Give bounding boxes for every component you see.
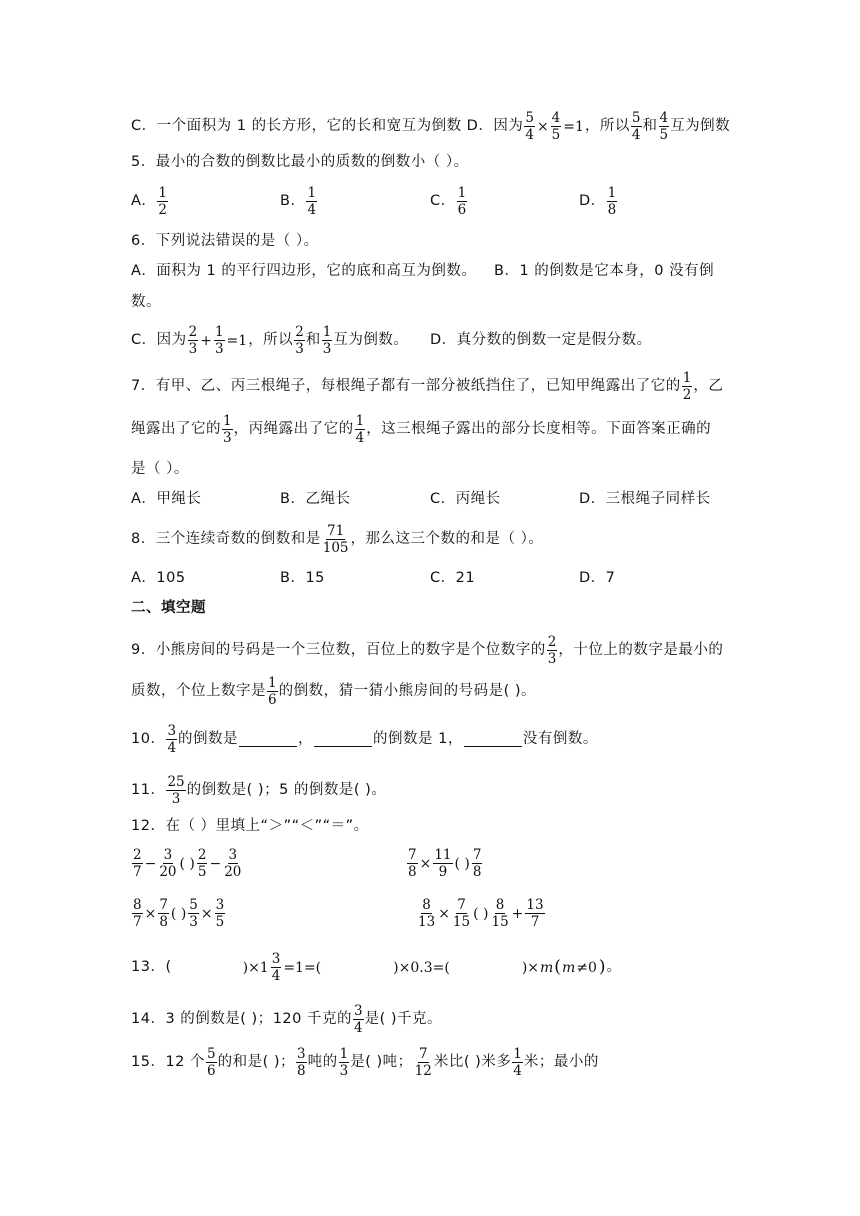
text-fragment: )×0.3=( [393, 959, 450, 976]
section-heading: 二、填空题 [131, 600, 206, 616]
text-fragment: × [200, 905, 213, 922]
fraction [296, 1047, 307, 1078]
fraction-denominator: 4 [525, 127, 534, 144]
fraction [132, 898, 143, 929]
q6-option-c[interactable] [131, 325, 408, 356]
text-fragment: ) [598, 957, 606, 978]
text-fragment: − [144, 855, 157, 872]
text-fragment: ，所以 [248, 332, 294, 349]
fraction-denominator: 4 [167, 740, 177, 757]
fraction-numerator: 7 [418, 1046, 428, 1062]
fraction [214, 325, 225, 356]
fraction-numerator: 5 [189, 897, 198, 913]
fraction-denominator: 15 [452, 914, 471, 931]
fraction [271, 952, 282, 983]
fraction-denominator: 3 [223, 430, 232, 447]
fraction-numerator: 1 [158, 185, 168, 201]
fraction-denominator: 4 [513, 1063, 522, 1080]
text-fragment: × [438, 905, 450, 922]
fraction-denominator: 20 [159, 864, 177, 881]
answer-blank[interactable] [239, 733, 297, 747]
text-fragment: ( ) [454, 855, 470, 872]
text-fragment: B． [280, 193, 306, 210]
text-fragment: 质数，个位上数字是 [131, 683, 266, 700]
fraction [512, 1047, 523, 1078]
fraction-denominator: 6 [457, 202, 467, 219]
text-fragment: ，这三根绳子露出的部分长度相等。下面答案正确的 [366, 421, 712, 438]
fraction [166, 724, 177, 755]
fraction [215, 898, 226, 929]
fraction-numerator: 3 [163, 847, 173, 863]
text-fragment: ( ) [170, 905, 187, 922]
fraction-numerator: 71 [327, 523, 345, 539]
text-fragment: ( ) [179, 855, 195, 872]
q6-option-b[interactable]: B．1 的倒数是它本身，0 没有倒 [494, 263, 715, 279]
fraction-numerator: 3 [354, 1003, 363, 1019]
fraction-numerator: 4 [551, 110, 561, 126]
text-fragment: 米；最小的 [523, 1054, 599, 1071]
fraction [322, 325, 333, 356]
fraction [682, 371, 693, 402]
q5-stem: 5．最小的合数的倒数比最小的质数的倒数小（ ）。 [131, 154, 469, 170]
text-fragment: ，丙绳露出了它的 [233, 421, 354, 438]
q4c-text-a: C．一个面积为 1 的长方形，它的长和宽互为倒数 D．因为 [131, 118, 524, 135]
q11 [131, 775, 386, 806]
fraction [433, 848, 452, 879]
fraction-numerator: 1 [513, 1046, 522, 1062]
fraction-numerator: 2 [133, 847, 142, 863]
fraction [322, 524, 350, 555]
text-fragment: 是( )千克。 [364, 1011, 443, 1028]
text-fragment: 没有倒数。 [522, 731, 598, 748]
fraction-numerator: 5 [525, 110, 534, 126]
fraction-denominator: 7 [530, 914, 540, 931]
q12-comparison-3[interactable] [131, 898, 226, 929]
fraction-denominator: 6 [268, 692, 277, 709]
fraction-denominator: 8 [159, 914, 168, 931]
fraction-numerator: 1 [322, 324, 332, 340]
q7-line-3: 是（ ）。 [131, 461, 189, 477]
fraction-numerator: 7 [159, 897, 168, 913]
fraction-denominator: 3 [189, 914, 198, 931]
fraction-numerator: 1 [223, 413, 232, 429]
fraction-denominator: 2 [682, 387, 692, 404]
fraction-numerator: 1 [214, 324, 224, 340]
text-fragment: 7．有甲、乙、丙三根绳子，每根绳子都有一部分被纸挡住了，已知甲绳露出了它的 [131, 378, 681, 395]
text-fragment: )× [521, 959, 540, 976]
q8-option-a[interactable]: A．105 [131, 570, 186, 586]
fraction [339, 1047, 350, 1078]
q8-option-d[interactable]: D．7 [579, 570, 616, 586]
fraction-denominator: 3 [322, 341, 332, 358]
q12-comparison-1[interactable] [131, 848, 243, 879]
q4c-text-c: 和 [642, 118, 658, 135]
fraction-denominator: 6 [207, 1063, 216, 1080]
fraction-numerator: 11 [434, 847, 452, 863]
text-fragment: 的和是( )； [217, 1054, 296, 1071]
text-fragment: ， [298, 731, 314, 748]
fraction [222, 414, 233, 445]
fraction-denominator: 2 [158, 202, 168, 219]
fraction [197, 848, 208, 879]
fraction [355, 414, 366, 445]
text-fragment: × [144, 905, 157, 922]
fraction-denominator: 7 [133, 914, 142, 931]
fraction-numerator: 2 [188, 324, 198, 340]
text-fragment: C．因为 [131, 332, 187, 349]
fraction-numerator: 1 [355, 413, 365, 429]
fraction-numerator: 3 [271, 951, 281, 967]
q9-line-1 [131, 635, 723, 666]
q4c-text-b: ，所以 [584, 118, 630, 135]
fraction-denominator: 3 [295, 341, 304, 358]
fraction-numerator: 3 [167, 723, 177, 739]
q12-stem: 12．在（ ）里填上“＞”“＜”“＝”。 [131, 818, 369, 834]
q9-line-2 [131, 676, 536, 707]
fraction-numerator: 4 [659, 110, 669, 126]
fraction-numerator: 8 [133, 897, 142, 913]
text-fragment: 8．三个连续奇数的倒数和是 [131, 531, 321, 548]
fraction-numerator: 2 [197, 847, 207, 863]
fraction-numerator: 1 [268, 675, 277, 691]
text-fragment: =1=( [283, 959, 322, 976]
q14 [131, 1004, 442, 1035]
text-fragment: ，那么这三个数的和是（ ）。 [350, 531, 544, 548]
fraction-numerator: 5 [631, 110, 641, 126]
q5-option-c[interactable] [430, 186, 468, 217]
fraction-numerator: 2 [547, 634, 557, 650]
text-fragment: 9．小熊房间的号码是一个三位数，百位上的数字是个位数字的 [131, 642, 546, 659]
fraction-numerator: 3 [228, 847, 238, 863]
fraction-denominator: 8 [297, 1063, 306, 1080]
text-fragment: 是( )吨； [350, 1054, 413, 1071]
fraction [407, 848, 418, 879]
fraction-numerator: 8 [495, 897, 505, 913]
q6-option-d[interactable]: D．真分数的倒数一定是假分数。 [430, 332, 652, 348]
text-fragment: + [511, 905, 524, 922]
fraction-denominator: 3 [339, 1063, 349, 1080]
text-fragment: m [540, 959, 554, 976]
fraction-numerator: 1 [307, 185, 317, 201]
text-fragment: =1 [226, 332, 248, 349]
fraction [267, 676, 278, 707]
q8-option-b[interactable]: B．15 [280, 570, 325, 586]
text-fragment: ( [554, 957, 561, 978]
text-fragment: 互为倒数。 [333, 332, 409, 349]
text-fragment: 14．3 的倒数是( )；120 千克的 [131, 1011, 352, 1028]
fraction [417, 898, 436, 929]
q6-stem: 6．下列说法错误的是（ ）。 [131, 233, 319, 249]
text-fragment: C． [430, 193, 456, 210]
fraction-denominator: 8 [472, 864, 482, 881]
text-fragment: 的倒数是( )；5 的倒数是( )。 [186, 782, 387, 799]
fraction-denominator: 13 [418, 914, 436, 931]
q7-line-1 [131, 371, 723, 402]
fraction-denominator: 3 [188, 341, 198, 358]
answer-blank[interactable] [314, 733, 372, 747]
text-fragment: ≠0 [576, 959, 597, 976]
text-fragment: 吨的 [307, 1054, 338, 1071]
q15 [131, 1047, 599, 1078]
fraction [158, 898, 169, 929]
fraction-denominator: 4 [271, 968, 281, 985]
fraction-denominator: 4 [355, 430, 365, 447]
answer-blank[interactable] [464, 733, 522, 747]
fraction [607, 186, 618, 217]
text-fragment: + [200, 332, 212, 349]
fraction-numerator: 25 [167, 774, 185, 790]
fraction-denominator: 15 [491, 914, 509, 931]
text-fragment: 绳露出了它的 [131, 421, 221, 438]
fraction-denominator: 12 [414, 1063, 432, 1080]
fraction [188, 898, 199, 929]
text-fragment: 米比( )米多 [433, 1054, 512, 1071]
fraction-numerator: 1 [339, 1046, 349, 1062]
text-fragment: 的倒数是 [178, 731, 239, 748]
text-fragment: × [536, 118, 549, 135]
fraction-denominator: 105 [322, 540, 349, 557]
q12-comparison-2[interactable] [406, 848, 483, 879]
fraction [547, 635, 558, 666]
q4-option-cd [131, 111, 730, 142]
fraction-denominator: 7 [133, 864, 142, 881]
q7-option-d[interactable]: D．三根绳子同样长 [579, 491, 711, 507]
text-fragment: 的倒数，猜一猜小熊房间的号码是( )。 [278, 683, 537, 700]
q13 [131, 952, 622, 983]
text-fragment: × [419, 855, 432, 872]
text-fragment: 13．( [131, 959, 172, 976]
text-fragment: 的倒数是 1， [373, 731, 463, 748]
text-fragment: − [209, 855, 222, 872]
fraction-denominator: 9 [438, 864, 448, 881]
q4c-text-d: 互为倒数 [670, 118, 731, 135]
text-fragment: )×1 [242, 959, 269, 976]
q5-option-d[interactable] [579, 186, 618, 217]
fraction-denominator: 8 [607, 202, 617, 219]
text-fragment: 。 [606, 959, 622, 976]
fraction [525, 898, 544, 929]
fraction-denominator: 3 [547, 651, 557, 668]
fraction [659, 111, 670, 142]
text-fragment: D． [579, 193, 606, 210]
equation-result: =1 [563, 118, 584, 135]
fraction-denominator: 8 [408, 864, 417, 881]
fraction [472, 848, 483, 879]
fraction-numerator: 7 [408, 847, 417, 863]
fraction [457, 186, 468, 217]
fraction [353, 1004, 364, 1035]
fraction-numerator: 13 [526, 897, 544, 913]
text-fragment: 和 [305, 332, 321, 349]
fraction-numerator: 1 [682, 370, 692, 386]
fraction-numerator: 2 [295, 324, 304, 340]
fraction-numerator: 7 [457, 897, 466, 913]
text-fragment: A． [131, 193, 157, 210]
q6-option-a[interactable]: A．面积为 1 的平行四边形，它的底和高互为倒数。 [131, 263, 477, 279]
fraction [158, 848, 177, 879]
fraction [452, 898, 471, 929]
fraction [414, 1047, 433, 1078]
q7-option-b[interactable]: B．乙绳长 [280, 491, 351, 507]
fraction [524, 111, 535, 142]
q10 [131, 724, 598, 755]
fraction [132, 848, 143, 879]
fraction-denominator: 4 [631, 127, 641, 144]
text-fragment: 10． [131, 731, 166, 748]
fraction [206, 1047, 217, 1078]
fraction-denominator: 5 [551, 127, 561, 144]
fraction-denominator: 3 [171, 791, 181, 808]
fraction-numerator: 1 [607, 185, 617, 201]
fraction-numerator: 5 [207, 1046, 216, 1062]
fraction-denominator: 4 [354, 1020, 363, 1037]
text-fragment: ( ) [473, 905, 489, 922]
fraction-denominator: 20 [224, 864, 242, 881]
fraction-denominator: 4 [307, 202, 317, 219]
q7-option-c[interactable]: C．丙绳长 [430, 491, 501, 507]
fraction-numerator: 7 [472, 847, 482, 863]
fraction [188, 325, 199, 356]
fraction [490, 898, 509, 929]
text-fragment: 15．12 个 [131, 1054, 206, 1071]
q5-option-a[interactable] [131, 186, 169, 217]
fraction-denominator: 3 [214, 341, 224, 358]
q5-option-b[interactable] [280, 186, 318, 217]
fraction [157, 186, 168, 217]
fraction [551, 111, 562, 142]
fraction-denominator: 5 [197, 864, 207, 881]
q8-stem [131, 524, 543, 555]
fraction-numerator: 3 [297, 1046, 306, 1062]
text-fragment: 11． [131, 782, 166, 799]
fraction-numerator: 1 [457, 185, 467, 201]
q6-option-b-continued: 数。 [131, 294, 161, 310]
q7-option-a[interactable]: A．甲绳长 [131, 491, 202, 507]
fraction-denominator: 5 [215, 914, 225, 931]
text-fragment: m [561, 959, 576, 976]
text-fragment: ，乙 [693, 378, 724, 395]
text-fragment: ，十位上的数字是最小的 [558, 642, 724, 659]
fraction-numerator: 3 [215, 897, 225, 913]
fraction [631, 111, 642, 142]
fraction-denominator: 5 [659, 127, 669, 144]
fraction [166, 775, 185, 806]
fraction-numerator: 8 [422, 897, 431, 913]
q8-option-c[interactable]: C．21 [430, 570, 476, 586]
q7-line-2 [131, 414, 711, 445]
q12-comparison-4[interactable] [416, 898, 546, 929]
fraction [294, 325, 305, 356]
fraction [306, 186, 317, 217]
fraction [223, 848, 242, 879]
